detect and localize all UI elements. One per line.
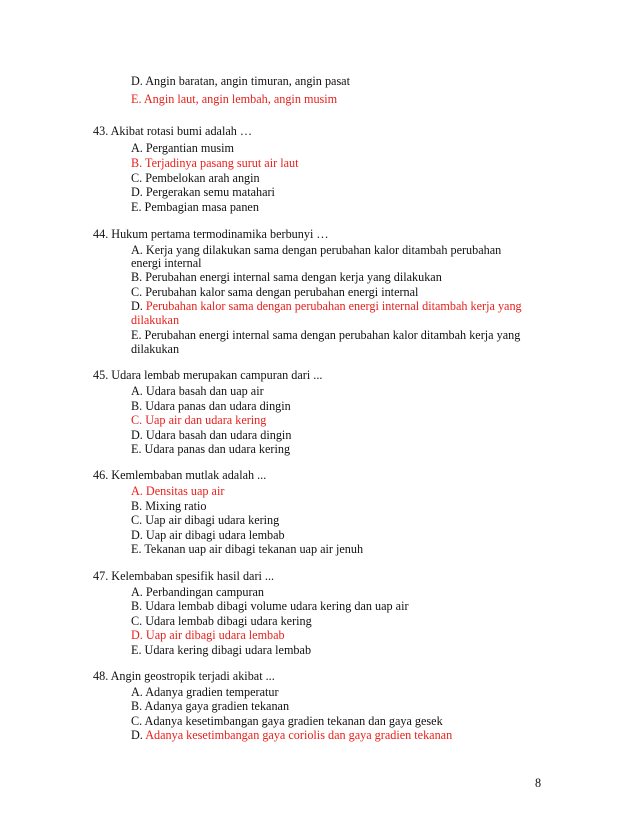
q43-option-a: A. Pergantian musim: [131, 141, 235, 155]
q44-option-d-text: Perubahan kalor sama dengan perubahan energi internal ditambah kerja yang: [145, 299, 522, 313]
q44-option-a-line2: energi internal: [131, 256, 202, 270]
q45-option-e: E. Udara panas dan udara kering: [131, 442, 291, 456]
q48-question: 48. Angin geostropik terjadi akibat ...: [93, 669, 275, 683]
q48-option-c: C. Adanya kesetimbangan gaya gradien tekanan dan gaya gesek: [131, 714, 443, 728]
q48-option-d-letter: D.: [131, 728, 143, 742]
q45-option-a: A. Udara basah dan uap air: [131, 384, 264, 398]
q43-option-b-answer: B. Terjadinya pasang surut air laut: [131, 156, 299, 170]
q48-option-d-text: Adanya kesetimbangan gaya coriolis dan gaya gradien tekanan: [145, 728, 453, 742]
q44-option-d-line2: dilakukan: [131, 313, 180, 327]
page-number: 8: [535, 776, 542, 790]
q46-option-d: D. Uap air dibagi udara lembab: [131, 528, 285, 542]
q44-option-e-line1: E. Perubahan energi internal sama dengan perubahan kalor ditambah kerja yang: [131, 328, 521, 342]
q43-question: 43. Akibat rotasi bumi adalah …: [93, 124, 253, 138]
q44-option-b: B. Perubahan energi internal sama dengan kerja yang dilakukan: [131, 270, 442, 284]
q47-option-c: C. Udara lembab dibagi udara kering: [131, 614, 312, 628]
q43-option-d: D. Pergerakan semu matahari: [131, 185, 275, 199]
q46-option-b: B. Mixing ratio: [131, 499, 207, 513]
q45-option-d: D. Udara basah dan udara dingin: [131, 428, 292, 442]
q45-option-c-answer: C. Uap air dan udara kering: [131, 413, 267, 427]
q45-question: 45. Udara lembab merupakan campuran dari ...: [93, 368, 323, 382]
q47-option-a: A. Perbandingan campuran: [131, 585, 265, 599]
q44-option-d-letter: D.: [131, 299, 143, 313]
q47-question: 47. Kelembaban spesifik hasil dari ...: [93, 569, 275, 583]
q46-option-a-answer: A. Densitas uap air: [131, 484, 225, 498]
q42-option-e-answer: E. Angin laut, angin lembah, angin musim: [131, 92, 338, 106]
q42-option-d: D. Angin baratan, angin timuran, angin pasat: [131, 74, 350, 88]
q46-question: 46. Kemlembaban mutlak adalah ...: [93, 468, 267, 482]
q44-option-e-line2: dilakukan: [131, 342, 180, 356]
q44-option-a-line1: A. Kerja yang dilakukan sama dengan perubahan kalor ditambah perubahan: [131, 243, 502, 257]
q46-option-c: C. Uap air dibagi udara kering: [131, 513, 280, 527]
q43-option-e: E. Pembagian masa panen: [131, 200, 259, 214]
q47-option-d-answer: D. Uap air dibagi udara lembab: [131, 628, 285, 642]
q47-option-e: E. Udara kering dibagi udara lembab: [131, 643, 312, 657]
q45-option-b: B. Udara panas dan udara dingin: [131, 399, 291, 413]
q48-option-a: A. Adanya gradien temperatur: [131, 685, 279, 699]
q43-option-c: C. Pembelokan arah angin: [131, 171, 260, 185]
q48-option-b: B. Adanya gaya gradien tekanan: [131, 699, 290, 713]
q47-option-b: B. Udara lembab dibagi volume udara kering dan uap air: [131, 599, 409, 613]
q48-option-d-answer: [131, 728, 452, 742]
q44-option-c: C. Perubahan kalor sama dengan perubahan energi internal: [131, 285, 419, 299]
q46-option-e: E. Tekanan uap air dibagi tekanan uap air jenuh: [131, 542, 364, 556]
q44-option-d-answer: [131, 299, 522, 313]
q44-question: 44. Hukum pertama termodinamika berbunyi …: [93, 227, 329, 241]
